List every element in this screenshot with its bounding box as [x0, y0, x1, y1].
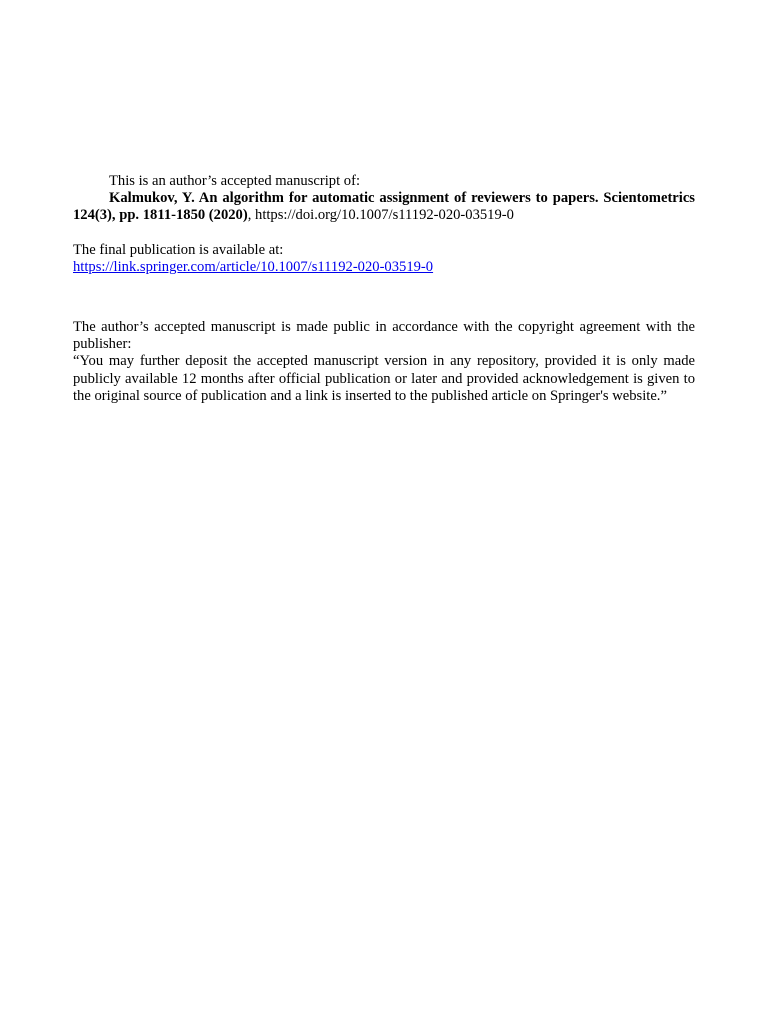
intro-text: This is an author’s accepted manuscript of:: [109, 173, 360, 189]
springer-link[interactable]: https://link.springer.com/article/10.1007/s11192-020-03519-0: [73, 258, 434, 275]
citation-doi: https://doi.org/10.1007/s11192-020-03519-0: [255, 207, 514, 224]
spacer: [73, 225, 695, 242]
copyright-statement: The author’s accepted manuscript is made public in accordance with the copyright agreement with the publisher:: [73, 319, 695, 353]
copyright-quote: “You may further deposit the accepted manuscript version in any repository, provided it is only made publicly available 12 months after official publication or later and provided acknowledgement is given to the original source of publication and a link is inserted to the published article on Springer's website.”: [73, 353, 695, 404]
citation-bold: Kalmukov, Y. An algorithm for automatic assignment of reviewers to papers. Scientometrics 124(3), pp. 1811-1850 (2020): [73, 190, 695, 224]
citation-separator: ,: [247, 207, 256, 224]
final-publication-line: [73, 259, 695, 276]
final-publication-label: The final publication is available at:: [73, 241, 284, 258]
citation: [73, 190, 695, 224]
manuscript-notice: [73, 173, 695, 405]
spacer: [73, 276, 695, 319]
